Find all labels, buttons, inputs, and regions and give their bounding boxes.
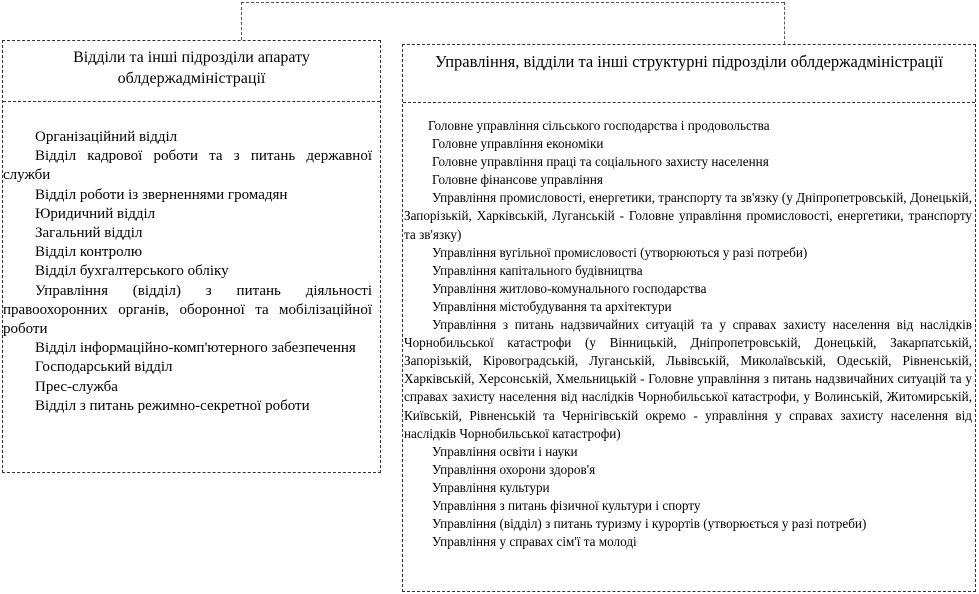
list-item: Прес-служба (35, 378, 118, 395)
list-item: Загальний відділ (35, 225, 143, 242)
list-item: Управління з питань фізичної культури і спорту (432, 497, 701, 513)
list-item: Управління промисловості, енергетики, транспорту та зв'язку (у Дніпропетровській, Донецькій, Запорізькій, Харківській, Луганській - Головне управління промисловості, енергетики, транспорту та зв'язку) (404, 190, 972, 242)
list-item: Відділ з питань режимно-секретної роботи (35, 397, 310, 414)
structural-units-box (402, 44, 976, 592)
list-item: Управління у справах сім'ї та молоді (432, 534, 637, 550)
list-item: Управління вугільної промисловості (утворюються у разі потреби) (432, 244, 808, 260)
list-item: Управління (відділ) з питань діяльності правоохоронних органів, оборонної та мобілізаційної роботи (3, 282, 372, 338)
list-item: Управління житлово-комунального господарства (432, 280, 707, 296)
list-item: Відділ роботи із зверненнями громадян (35, 186, 288, 203)
connector-top-line (241, 2, 784, 3)
list-item: Управління культури (432, 479, 550, 495)
apparatus-departments-box (2, 40, 381, 473)
apparatus-departments-list (3, 128, 380, 416)
list-item: Господарський відділ (35, 359, 173, 376)
structural-units-list (403, 117, 975, 551)
list-item: Відділ контролю (35, 244, 143, 261)
structural-units-header: Управління, відділи та інші структурні підрозділи облдержадміністрації (403, 45, 975, 103)
list-item: Відділ бухгалтерського обліку (35, 263, 229, 280)
list-item: Головне управління економіки (432, 136, 604, 152)
list-item: Організаційний відділ (35, 129, 178, 145)
list-item: Головне управління сільського господарства і продовольства (428, 118, 770, 133)
list-item: Управління капітального будівництва (432, 262, 643, 278)
list-item: Управління (відділ) з питань туризму і курортів (утворюється у разі потреби) (432, 516, 867, 532)
list-item: Управління охорони здоров'я (432, 461, 596, 477)
list-item: Головне фінансове управління (432, 172, 603, 188)
list-item: Головне управління праці та соціального захисту населення (432, 154, 769, 170)
connector-left-line (241, 2, 242, 40)
list-item: Відділ кадрової роботи та з питань державної служби (3, 148, 372, 184)
list-item: Управління освіти і науки (432, 443, 578, 459)
list-item: Управління з питань надзвичайних ситуацій та у справах захисту населення від наслідків Чорнобильської катастрофи (у Вінницькій, Дніпропетровській, Донецькій, Закарпатській, Запорізькій, Кіровоградській, Луганській, Львівській, Миколаївській, Одеській, Рівненській, Харківській, Херсонській, Хмельницькій - Головне управління з питань надзвичайних ситуацій та у справах захисту населення від наслідків Чорнобильської катастрофи, у Волинській, Житомирській, Київській, Рівненській та Чернігівській окремо - управління у справах захисту населення від наслідків Чорнобильської катастрофи) (404, 317, 972, 441)
connector-right-line (784, 2, 785, 44)
list-item: Юридичний відділ (35, 205, 156, 222)
list-item: Управління містобудування та архітектури (432, 298, 672, 314)
list-item: Відділ інформаційно-комп'ютерного забезпечення (35, 340, 356, 357)
apparatus-departments-header: Відділи та інші підрозділи апарату облдержадміністрації (3, 41, 380, 102)
